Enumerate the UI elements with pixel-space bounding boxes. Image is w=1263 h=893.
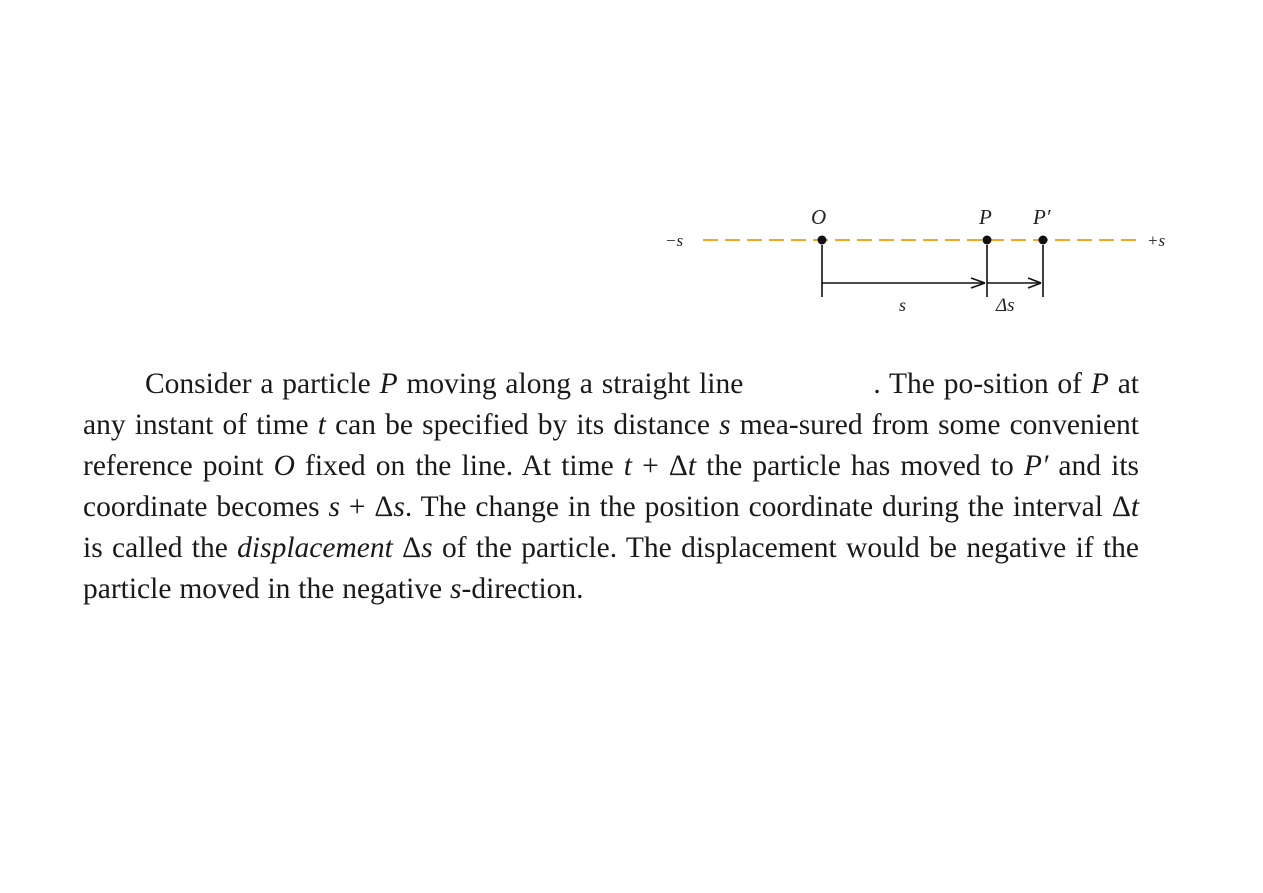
var-s: s [450, 573, 462, 605]
axis-pos-label: +s [1147, 231, 1166, 250]
text-seg: + Δ [340, 491, 394, 523]
term-displacement: displacement [237, 532, 393, 564]
label-P: P [979, 205, 992, 229]
var-P-prime: P′ [1023, 450, 1049, 482]
axis-neg-label: −s [665, 231, 684, 250]
text-seg: is called the [83, 532, 238, 564]
point-P-prime [1039, 236, 1048, 245]
point-P [983, 236, 992, 245]
text-seg: . The change in the position coordinate during the interval Δ [404, 491, 1131, 523]
label-delta-s: Δs [996, 295, 1015, 316]
position-diagram [655, 195, 1195, 325]
var-P: P [1090, 368, 1109, 400]
var-s: s [393, 491, 405, 523]
var-t: t [1130, 491, 1140, 523]
var-s: s [421, 532, 433, 564]
label-P-prime: P′ [1033, 205, 1051, 229]
text-seg: fixed on the line. At time [294, 450, 624, 482]
var-s: s [328, 491, 340, 523]
text-seg: the particle has moved to [696, 450, 1024, 482]
var-t: t [623, 450, 632, 482]
text-seg: moving along a straight line [397, 368, 744, 400]
text-seg: Consider a particle [145, 368, 380, 400]
var-t: t [687, 450, 697, 482]
text-seg: mea-sured from some convenient reference point [83, 409, 1139, 482]
body-paragraph [83, 364, 1139, 610]
text-seg: of the particle. The displacement would be negative if the particle moved in the negative [83, 532, 1139, 605]
text-seg: at any instant of time [83, 368, 1140, 441]
text-seg: . The po-sition of [873, 368, 1091, 400]
var-t: t [317, 409, 326, 441]
var-s: s [719, 409, 731, 441]
label-O: O [811, 205, 827, 229]
var-P: P [379, 368, 398, 400]
label-s: s [899, 295, 907, 315]
text-seg: and its coordinate becomes [83, 450, 1140, 523]
text-seg: -direction. [461, 573, 584, 605]
point-O [818, 236, 827, 245]
text-seg: + Δ [632, 450, 688, 482]
text-seg: Δ [392, 532, 422, 564]
text-seg: can be specified by its distance [325, 409, 720, 441]
var-O: O [273, 450, 295, 482]
